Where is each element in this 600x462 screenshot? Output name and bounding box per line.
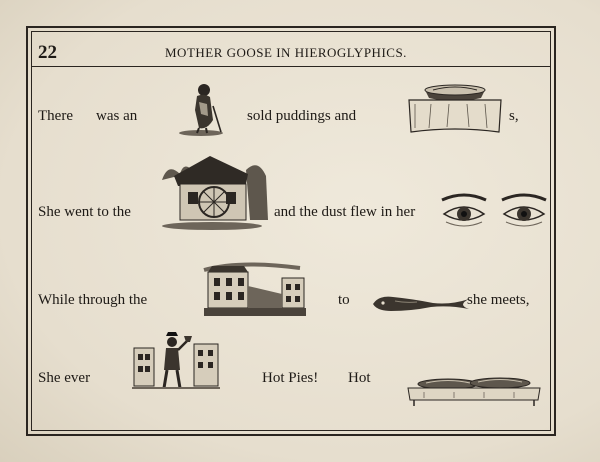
pair-of-eyes-icon (438, 190, 550, 234)
fish-icon (371, 293, 471, 315)
line-1-text-d: s, (509, 108, 519, 124)
line-4-text-c: Hot (348, 370, 371, 386)
line-4-text-b: Hot Pies! (262, 370, 319, 386)
old-woman-with-cane-icon (177, 80, 225, 136)
line-1-text-b: was an (96, 108, 138, 124)
line-3-text-a: While through the (38, 292, 148, 308)
line-3-text-b: to (338, 292, 350, 308)
line-2-text-b: and the dust flew in her (274, 204, 416, 220)
running-head: MOTHER GOOSE IN HIEROGLYPHICS. (165, 45, 407, 60)
town-street-icon (200, 256, 310, 318)
line-3-text-c: she meets, (467, 292, 530, 308)
mill-building-icon (154, 150, 272, 232)
header-rule (31, 66, 551, 67)
line-2-text-a: She went to the (38, 204, 131, 220)
pies-on-table-icon (404, 374, 544, 408)
line-1-text-a: There (38, 108, 73, 124)
man-crying-wares-icon (132, 330, 220, 392)
line-4-text-a: She ever (38, 370, 91, 386)
pudding-dish-on-table-icon (403, 78, 507, 136)
page-number: 22 (38, 42, 57, 63)
line-1-text-c: sold puddings and (247, 108, 357, 124)
